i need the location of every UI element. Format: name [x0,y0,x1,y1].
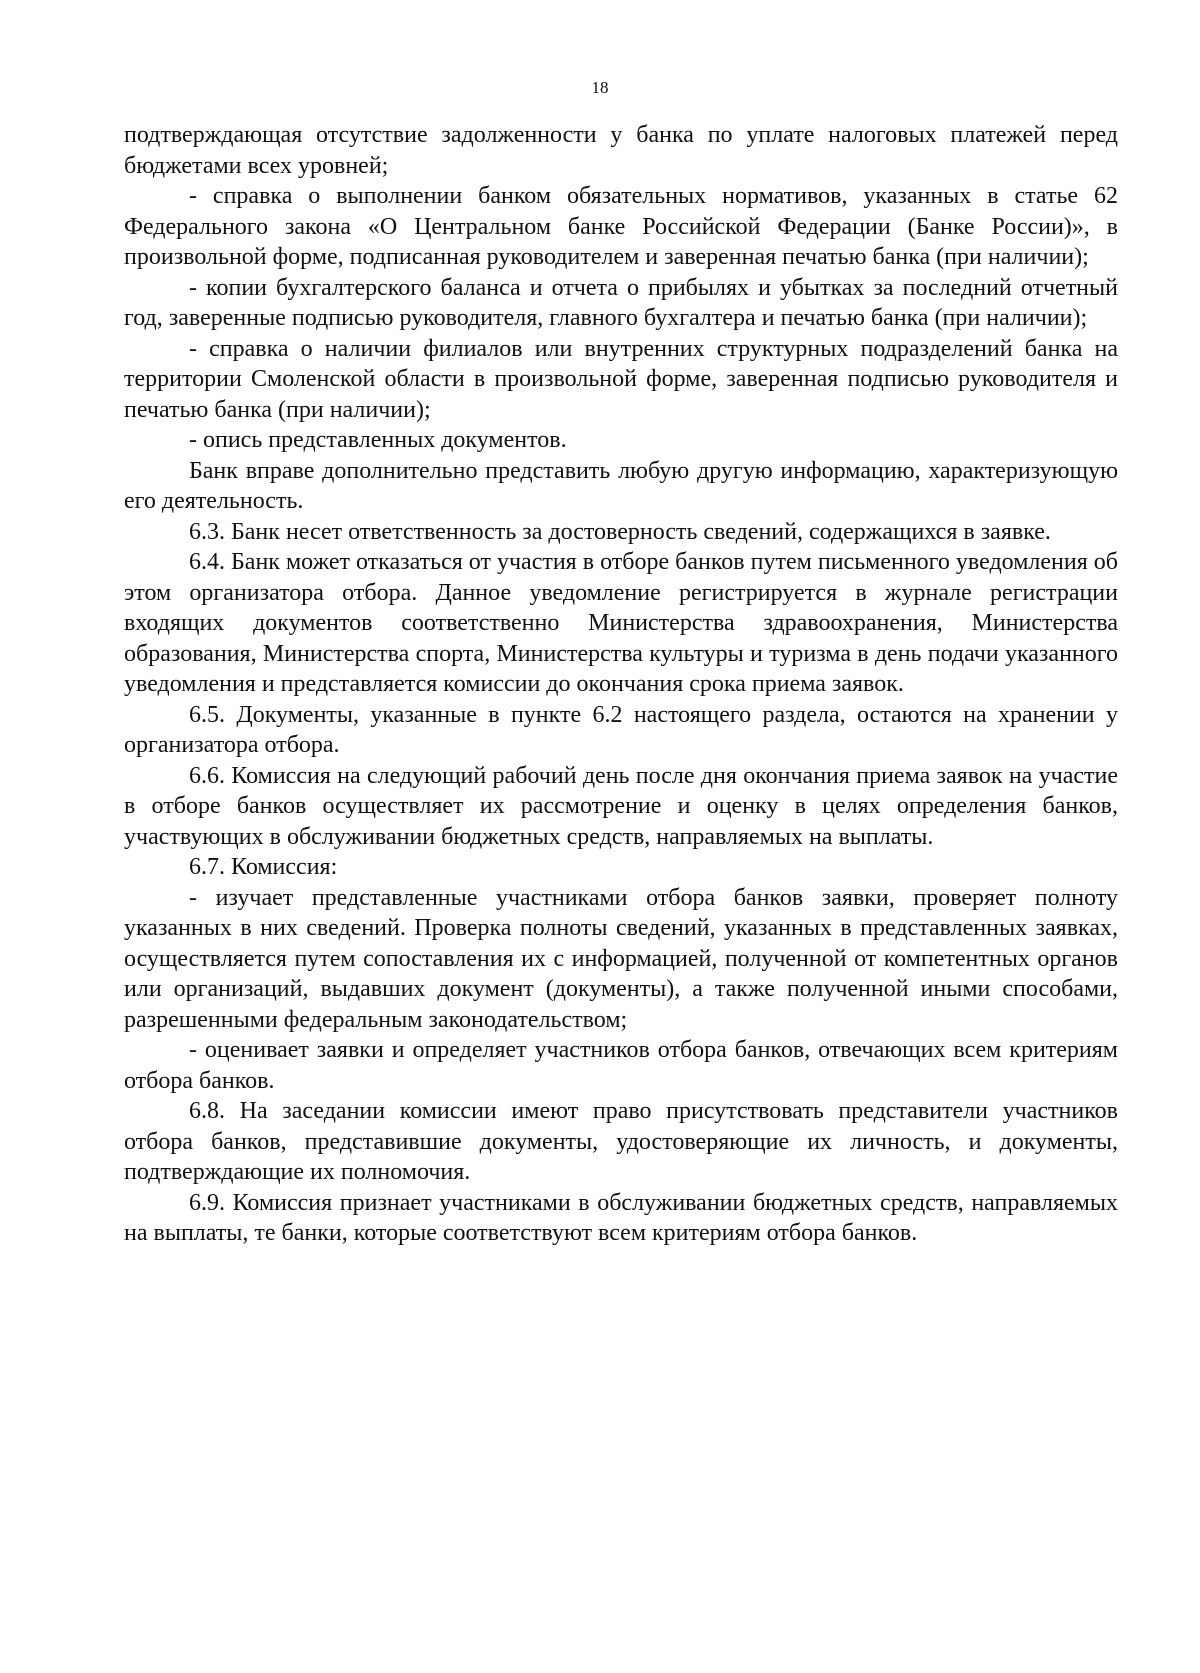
document-body [124,120,1118,1249]
paragraph: Банк вправе дополнительно представить любую другую информацию, характеризующую его деятельность. [124,457,1118,514]
paragraph-clause-6-3: 6.3. Банк несет ответственность за достоверность сведений, содержащихся в заявке. [189,518,1051,545]
paragraph-clause-6-8: 6.8. На заседании комиссии имеют право присутствовать представители участников отбора банков, представившие документы, удостоверяющие их личность, и документы, подтверждающие их полномочия. [124,1098,1118,1185]
paragraph-clause-6-5: 6.5. Документы, указанные в пункте 6.2 настоящего раздела, остаются на хранении у организатора отбора. [124,701,1118,758]
paragraph-list-item: - оценивает заявки и определяет участников отбора банков, отвечающих всем критериям отбора банков. [124,1037,1118,1094]
paragraph-list-item: - копии бухгалтерского баланса и отчета о прибылях и убытках за последний отчетный год, заверенные подписью руководителя, главного бухгалтера и печатью банка (при наличии); [124,274,1118,331]
paragraph-clause-6-6: 6.6. Комиссия на следующий рабочий день после дня окончания приема заявок на участие в отборе банков осуществляет их рассмотрение и оценку в целях определения банков, участвующих в обслуживании бюджетных средств, направляемых на выплаты. [124,762,1118,850]
paragraph-clause-6-7: 6.7. Комиссия: [189,854,338,880]
paragraph-continuation: подтверждающая отсутствие задолженности у банка по уплате налоговых платежей перед бюджетами всех уровней; [124,122,1118,179]
paragraph-clause-6-4: 6.4. Банк может отказаться от участия в отборе банков путем письменного уведомления об этом организатора отбора. Данное уведомление регистрируется в журнале регистрации входящих документов соответственно Министерства здравоохранения, Министерства образования, Министерства спорта, Министерства культуры и туризма в день подачи указанного уведомления и представляется комиссии до окончания срока приема заявок. [124,549,1118,697]
paragraph-list-item: - справка о выполнении банком обязательных нормативов, указанных в статье 62 Федерального закона «О Центральном банке Российской Федерации (Банке России)», в произвольной форме, подписанная руководителем и заверенная печатью банка (при наличии); [124,183,1118,270]
paragraph-list-item: - опись представленных документов. [189,427,567,453]
paragraph-clause-6-9: 6.9. Комиссия признает участниками в обслуживании бюджетных средств, направляемых на выплаты, те банки, которые соответствуют всем критериям отбора банков. [124,1189,1118,1246]
page-number: 18 [591,78,609,97]
paragraph-list-item: - справка о наличии филиалов или внутренних структурных подразделений банка на территории Смоленской области в произвольной форме, заверенная подписью руководителя и печатью банка (при наличии); [124,335,1118,423]
paragraph-list-item: - изучает представленные участниками отбора банков заявки, проверяет полноту указанных в них сведений. Проверка полноты сведений, указанных в представленных заявках, осуществляется путем сопоставления их с информацией, полученной от компетентных органов или организаций, выдавших документ (документы), а также полученной иными способами, разрешенными федеральным законодательством; [124,884,1118,1033]
